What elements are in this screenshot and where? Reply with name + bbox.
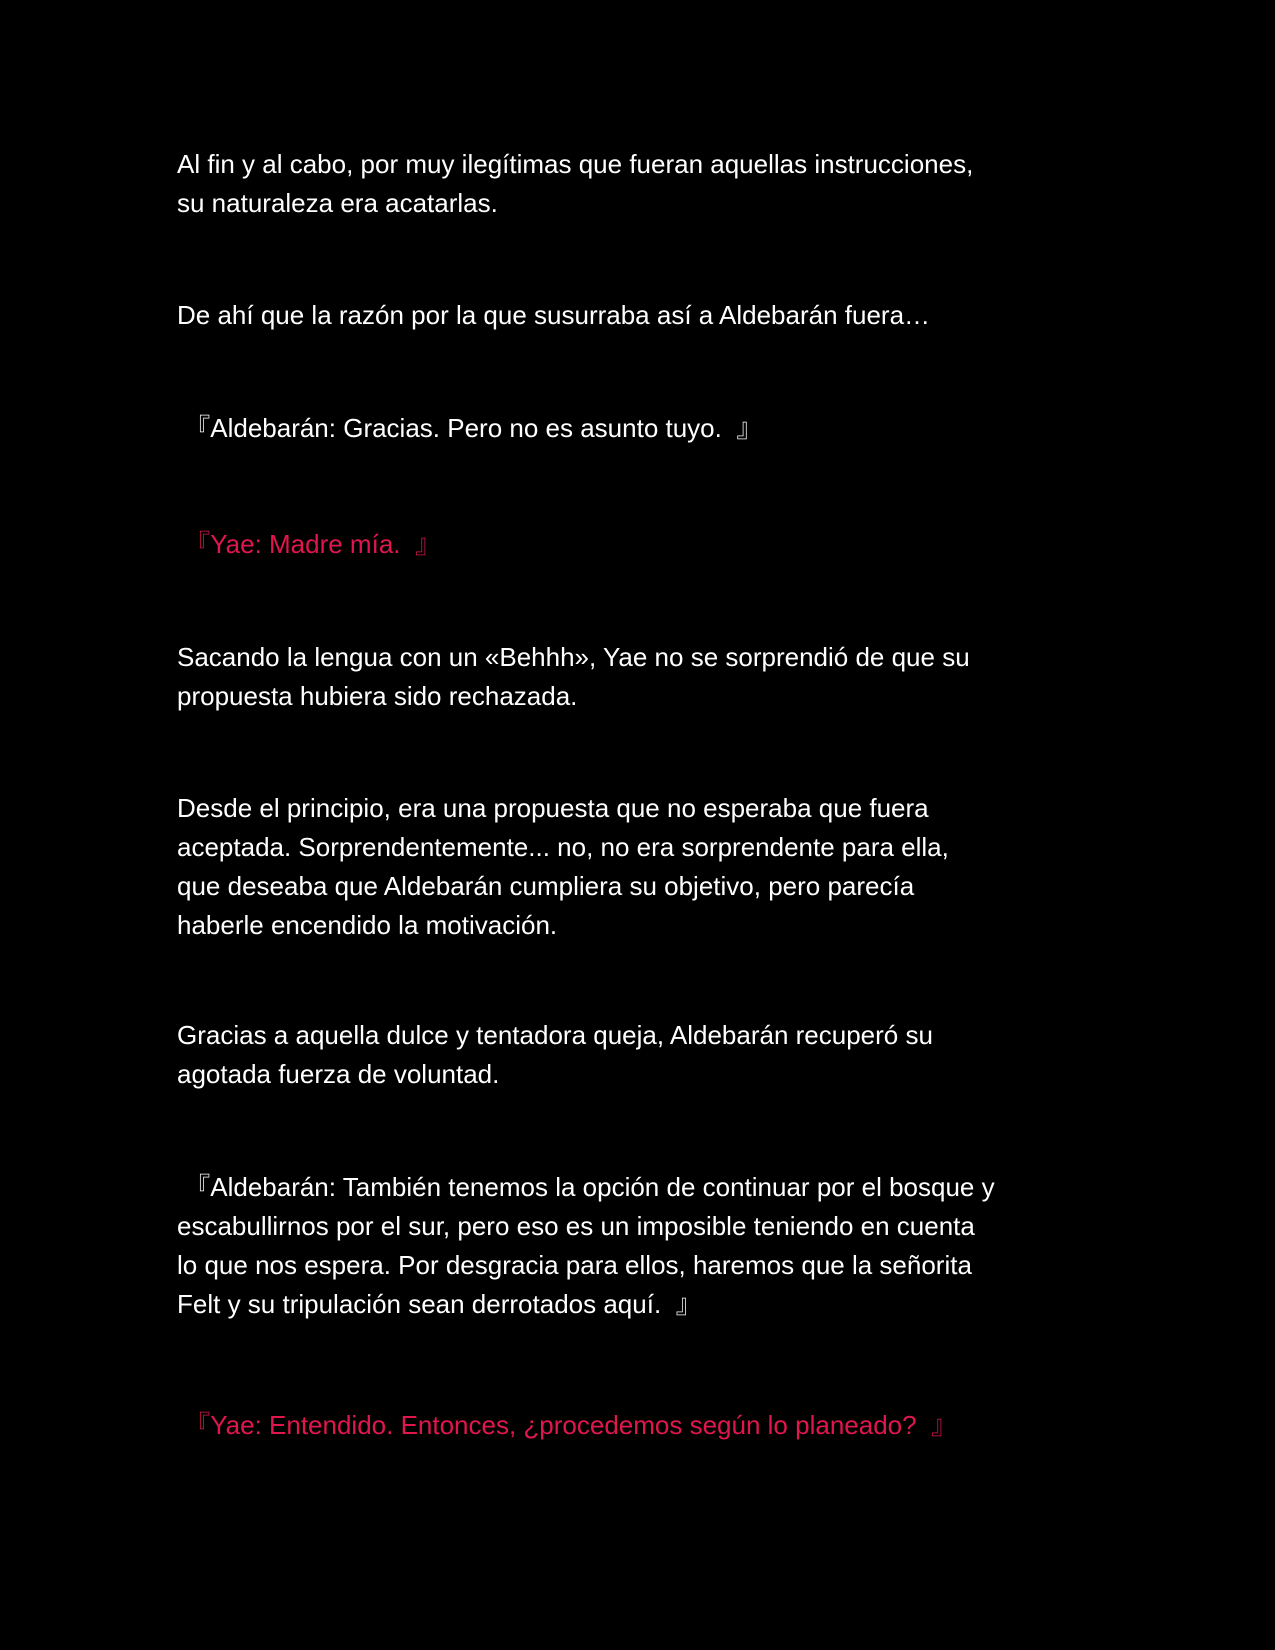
narration-paragraph: De ahí que la razón por la que susurraba así a Aldebarán fuera… (177, 300, 931, 330)
narration-paragraph: Sacando la lengua con un «Behhh», Yae no se sorprendió de que su propuesta hubiera sido rechazada. (177, 642, 970, 711)
yae-dialogue: 『Yae: Entendido. Entonces, ¿procedemos según lo planeado? 』 (177, 1410, 958, 1440)
narration-paragraph: Al fin y al cabo, por muy ilegítimas que fueran aquellas instrucciones, su naturaleza era acatarlas. (177, 149, 974, 218)
aldebaran-dialogue: 『Aldebarán: También tenemos la opción de continuar por el bosque y escabullirnos por el sur, pero eso es un imposible teniendo en cuenta lo que nos espera. Por desgracia para ellos, haremos que la señorita Felt y su tripulación sean derrotados aquí. 』 (177, 1172, 995, 1319)
narration-paragraph: Desde el principio, era una propuesta que no esperaba que fuera aceptada. Sorprendentemente... no, no era sorprendente para ella, que deseaba que Aldebarán cumpliera su objetivo, pero parecía haberle encendido la motivación. (177, 793, 949, 940)
yae-dialogue: 『Yae: Madre mía. 』 (177, 529, 441, 559)
narration-paragraph: Gracias a aquella dulce y tentadora queja, Aldebarán recuperó su agotada fuerza de voluntad. (177, 1020, 933, 1089)
aldebaran-dialogue: 『Aldebarán: Gracias. Pero no es asunto tuyo. 』 (177, 413, 763, 443)
